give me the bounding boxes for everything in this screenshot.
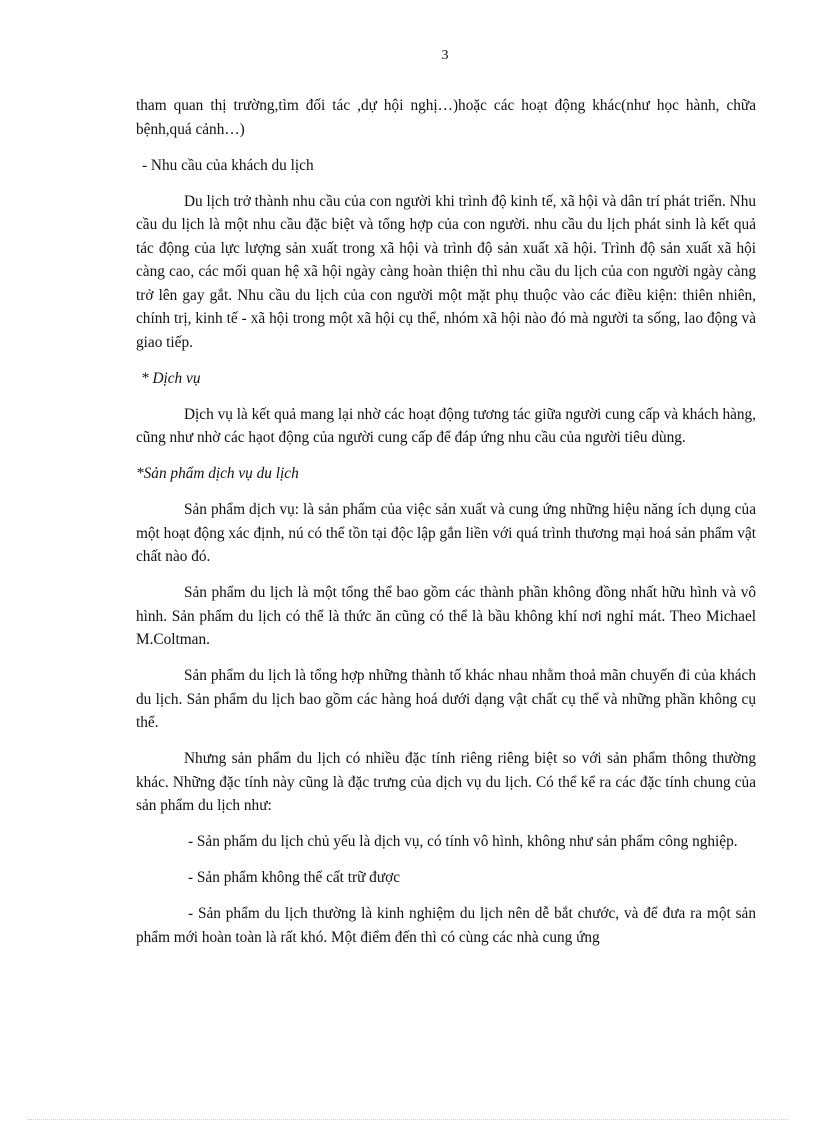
document-body: [136, 94, 756, 962]
paragraph-tourism-product-components: Sản phẩm du lịch là tổng hợp những thành tố khác nhau nhằm thoả mãn chuyến đi của khách du lịch. Sản phẩm du lịch bao gồm các hàng hoá dưới dạng vật chất cụ thể và những phần không cụ thể.: [136, 667, 756, 731]
paragraph-service-product: Sản phẩm dịch vụ: là sản phẩm của việc sản xuất và cung ứng những hiệu năng ích dụng của một hoạt động xác định, nú có thể tồn tại độc lập gắn liền với quá trình thương mại hoá sản phẩm vật chất nào đó.: [136, 501, 756, 565]
section-heading-tourist-needs: - Nhu cầu của khách du lịch: [142, 156, 314, 174]
paragraph-tourism-product-definition: Sản phẩm du lịch là một tổng thể bao gồm các thành phần không đồng nhất hữu hình và vô hình. Sản phẩm du lịch có thể là thức ăn cũng có thể là bầu không khí nơi nghỉ mát. Theo Michael M.Coltman.: [136, 584, 756, 648]
section-heading-tourism-product: *Sản phẩm dịch vụ du lịch: [136, 465, 299, 482]
paragraph-tourism-product-characteristics: Nhưng sản phẩm du lịch có nhiều đặc tính riêng riêng biệt so với sản phẩm thông thường khác. Những đặc tính này cũng là đặc trưng của dịch vụ du lịch. Có thể kể ra các đặc tính chung của sản phẩm du lịch như:: [136, 750, 756, 814]
paragraph-service: Dịch vụ là kết quả mang lại nhờ các hoạt động tương tác giữa người cung cấp và khách hàng, cũng như nhờ các hạot động của người cung cấp để đáp ứng nhu cầu của người tiêu dùng.: [136, 405, 756, 446]
paragraph-continuation: tham quan thị trường,tìm đối tác ,dự hội nghị…)hoặc các hoạt động khác(như học hành, chữa bệnh,quá cảnh…): [136, 97, 756, 138]
page-number: 3: [441, 48, 449, 63]
paragraph-tourist-needs: Du lịch trở thành nhu cầu của con người khi trình độ kinh tế, xã hội và dân trí phát triển. Nhu cầu du lịch là một nhu cầu đặc biệt và tổng hợp của con người. nhu cầu du lịch phát sinh là kết quả tác động của lực lượng sản xuất trong xã hội và trình độ sản xuất xã hội. Trình độ sản xuất xã hội càng cao, các mối quan hệ xã hội ngày càng hoàn thiện thì nhu cầu du lịch của con người ngày càng trở lên gay gắt. Nhu cầu du lịch của con người một mặt phụ thuộc vào các điều kiện: thiên nhiên, chính trị, kinh tế - xã hội trong một xã hội cụ thể, nhóm xã hội nào đó mà người ta sống, lao động và giao tiếp.: [136, 192, 756, 351]
list-item-characteristic-2: - Sản phẩm không thể cất trữ được: [188, 869, 401, 886]
list-item-characteristic-1: - Sản phẩm du lịch chủ yếu là dịch vụ, có tính vô hình, không như sản phẩm công nghiệp.: [188, 833, 738, 850]
section-heading-service: * Dịch vụ: [141, 369, 201, 387]
list-item-characteristic-3: - Sản phẩm du lịch thường là kinh nghiệm du lịch nên dễ bắt chước, và để đưa ra một sản phẩm mới hoàn toàn là rất khó. Một điểm đến thì có cùng các nhà cung ứng: [136, 905, 756, 946]
page-bottom-divider: [28, 1119, 788, 1120]
